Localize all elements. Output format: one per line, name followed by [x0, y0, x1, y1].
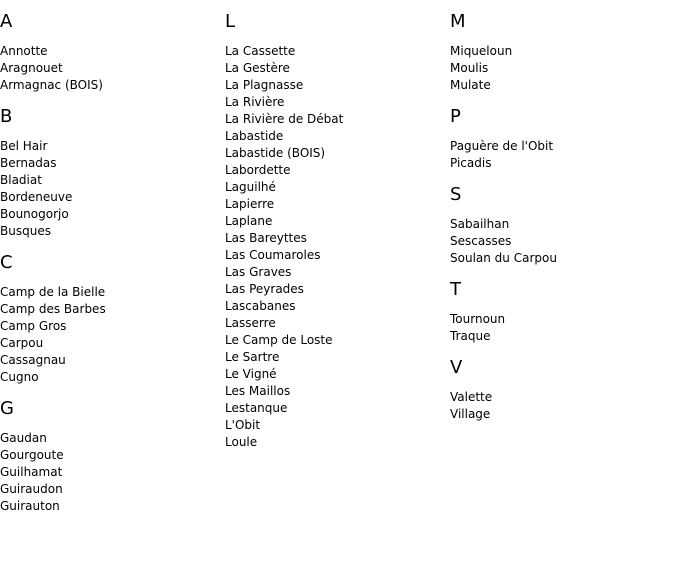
- place-name-list: [0, 138, 220, 240]
- place-name-list: [450, 216, 670, 267]
- place-name: Sescasses: [450, 234, 512, 248]
- place-name-list: [225, 43, 445, 451]
- place-name-list: [0, 43, 220, 94]
- place-name: Guiraudon: [0, 482, 63, 496]
- letter-heading: M: [450, 11, 466, 32]
- place-name: Bounogorjo: [0, 207, 69, 221]
- place-name: Traque: [450, 329, 491, 343]
- place-name: Miqueloun: [450, 44, 513, 58]
- place-name: La Rivière: [225, 95, 285, 109]
- place-name: Loule: [225, 435, 258, 449]
- place-name: Camp des Barbes: [0, 302, 106, 316]
- place-name: Las Peyrades: [225, 282, 304, 296]
- place-name: Aragnouet: [0, 61, 63, 75]
- index-column: [0, 10, 220, 526]
- place-name-list: [450, 389, 670, 423]
- letter-heading: C: [0, 252, 13, 273]
- place-name: Camp de la Bielle: [0, 285, 106, 299]
- place-name-list: [450, 138, 670, 172]
- letter-heading: G: [0, 398, 14, 419]
- place-name: Carpou: [0, 336, 44, 350]
- place-name: Lapierre: [225, 197, 275, 211]
- letter-heading: A: [0, 11, 13, 32]
- place-name: Laguilhé: [225, 180, 276, 194]
- place-name: Le Camp de Loste: [225, 333, 333, 347]
- letter-heading: T: [450, 279, 461, 300]
- place-name: Camp Gros: [0, 319, 67, 333]
- place-name: La Plagnasse: [225, 78, 304, 92]
- place-name: Cassagnau: [0, 353, 66, 367]
- place-name: Las Bareyttes: [225, 231, 307, 245]
- place-name: Sabailhan: [450, 217, 510, 231]
- place-name: Bel Hair: [0, 139, 48, 153]
- place-name: Armagnac (BOIS): [0, 78, 103, 92]
- place-name: La Cassette: [225, 44, 296, 58]
- letter-heading: V: [450, 357, 463, 378]
- letter-heading: B: [0, 106, 13, 127]
- place-name: Bernadas: [0, 156, 57, 170]
- place-name: La Rivière de Débat: [225, 112, 344, 126]
- index-column: [450, 10, 670, 434]
- place-name: Les Maillos: [225, 384, 291, 398]
- place-name: Bladiat: [0, 173, 42, 187]
- letter-group: [225, 10, 445, 451]
- place-name: Paguère de l'Obit: [450, 139, 554, 153]
- letter-group: [0, 397, 220, 515]
- place-name: Laplane: [225, 214, 273, 228]
- letter-group: [450, 356, 670, 423]
- place-name: Las Graves: [225, 265, 292, 279]
- letter-group: [0, 10, 220, 94]
- place-name-list: [450, 311, 670, 345]
- place-name: Moulis: [450, 61, 489, 75]
- place-name: Gaudan: [0, 431, 47, 445]
- place-name: L'Obit: [225, 418, 261, 432]
- place-name: Tournoun: [450, 312, 506, 326]
- place-name-list: [450, 43, 670, 94]
- place-name: Valette: [450, 390, 493, 404]
- place-name: Lascabanes: [225, 299, 296, 313]
- place-name: Mulate: [450, 78, 491, 92]
- place-name: Las Coumaroles: [225, 248, 321, 262]
- place-name: Le Sartre: [225, 350, 280, 364]
- place-name: Busques: [0, 224, 51, 238]
- index-column: [225, 10, 445, 462]
- place-name: Picadis: [450, 156, 492, 170]
- place-name: Guirauton: [0, 499, 60, 513]
- place-name: Guilhamat: [0, 465, 63, 479]
- place-name: Annotte: [0, 44, 48, 58]
- letter-group: [0, 105, 220, 240]
- letter-group: [0, 251, 220, 386]
- place-name-list: [0, 284, 220, 386]
- letter-heading: L: [225, 11, 236, 32]
- place-name: Lestanque: [225, 401, 288, 415]
- place-name: Bordeneuve: [0, 190, 73, 204]
- place-name: Labordette: [225, 163, 291, 177]
- place-name: Lasserre: [225, 316, 276, 330]
- letter-group: [450, 105, 670, 172]
- place-name: Le Vigné: [225, 367, 277, 381]
- place-name-list: [0, 430, 220, 515]
- letter-group: [450, 10, 670, 94]
- place-name: Labastide (BOIS): [225, 146, 326, 160]
- place-name: Cugno: [0, 370, 39, 384]
- place-name: Gourgoute: [0, 448, 64, 462]
- letter-heading: S: [450, 184, 462, 205]
- place-name: Village: [450, 407, 491, 421]
- place-name: Labastide: [225, 129, 284, 143]
- letter-group: [450, 183, 670, 267]
- place-name: La Gestère: [225, 61, 290, 75]
- letter-heading: P: [450, 106, 461, 127]
- place-name: Soulan du Carpou: [450, 251, 557, 265]
- letter-group: [450, 278, 670, 345]
